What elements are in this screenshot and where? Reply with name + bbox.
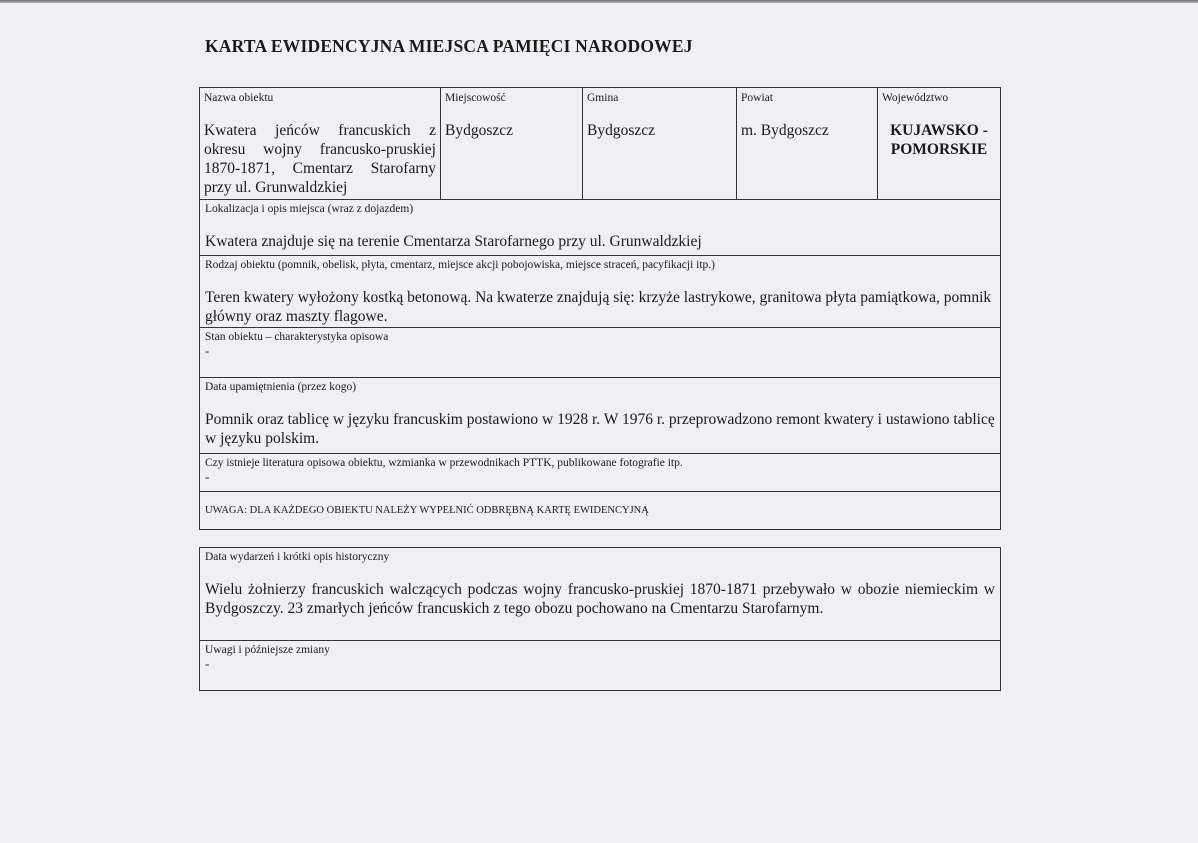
locality-cell xyxy=(441,88,583,199)
locality-value: Bydgoszcz xyxy=(445,122,514,139)
object-type-value: Teren kwatery wyłożony kostką betonową. Na kwaterze znajdują się: krzyże lastrykowe, granitowa płyta pamiątkowa, pomnik główny oraz maszty flagowe. xyxy=(205,289,992,325)
document-title: KARTA EWIDENCYJNA MIEJSCA PAMIĘCI NARODOWEJ xyxy=(205,36,693,56)
voivodeship-value: KUJAWSKO - POMORSKIE xyxy=(890,122,988,158)
condition-value: - xyxy=(205,343,210,358)
remarks-label: Uwagi i późniejsze zmiany xyxy=(205,644,330,656)
commune-cell xyxy=(583,88,737,199)
history-section xyxy=(200,548,1000,641)
literature-section xyxy=(200,454,1000,492)
location-section xyxy=(200,200,1000,256)
location-value: Kwatera znajduje się na terenie Cmentarza Starofarnego przy ul. Grunwaldzkiej xyxy=(205,233,702,250)
commemoration-label: Data upamiętnienia (przez kogo) xyxy=(205,381,357,393)
literature-value: - xyxy=(205,469,210,484)
history-card xyxy=(199,547,1001,691)
object-name-cell xyxy=(200,88,441,199)
history-label: Data wydarzeń i krótki opis historyczny xyxy=(205,551,390,563)
notice-section xyxy=(200,492,1000,529)
object-type-label: Rodzaj obiektu (pomnik, obelisk, płyta, cmentarz, miejsce akcji pobojowiska, miejsce straceń, pacyfikacji itp.) xyxy=(205,259,715,271)
notice-text: UWAGA: DLA KAŻDEGO OBIEKTU NALEŻY WYPEŁNIĆ ODBRĘBNĄ KARTĘ EWIDENCYJNĄ xyxy=(205,505,649,516)
condition-label: Stan obiektu – charakterystyka opisowa xyxy=(205,331,389,343)
remarks-value: - xyxy=(205,656,210,671)
commune-value: Bydgoszcz xyxy=(587,122,656,139)
county-cell xyxy=(737,88,878,199)
locality-label: Miejscowość xyxy=(445,92,506,104)
commune-label: Gmina xyxy=(587,92,619,104)
county-value: m. Bydgoszcz xyxy=(741,122,829,139)
condition-section xyxy=(200,328,1000,378)
commemoration-section xyxy=(200,378,1000,454)
registry-card xyxy=(199,87,1001,530)
voivodeship-label: Województwo xyxy=(882,92,949,104)
commemoration-value: Pomnik oraz tablicę w języku francuskim postawiono w 1928 r. W 1976 r. przeprowadzono remont kwatery i ustawiono tablicę w języku polskim. xyxy=(205,411,995,447)
county-label: Powiat xyxy=(741,92,773,104)
voivodeship-cell xyxy=(878,88,1000,199)
object-name-value: Kwatera jeńców francuskich z okresu wojny francusko-pruskiej 1870-1871, Cmentarz Starofarny przy ul. Grunwaldzkiej xyxy=(204,122,436,196)
page-top-edge xyxy=(0,0,1198,3)
remarks-section xyxy=(200,641,1000,690)
location-label: Lokalizacja i opis miejsca (wraz z dojazdem) xyxy=(205,203,414,215)
literature-label: Czy istnieje literatura opisowa obiektu, wzmianka w przewodnikach PTTK, publikowane fotografie itp. xyxy=(205,457,683,469)
object-name-label: Nazwa obiektu xyxy=(204,92,274,104)
header-row xyxy=(200,88,1000,200)
object-type-section xyxy=(200,256,1000,328)
history-value: Wielu żołnierzy francuskich walczących podczas wojny francusko-pruskiej 1870-1871 przebywało w obozie niemieckim w Bydgoszczy. 23 zmarłych jeńców francuskich z tego obozu pochowano na Cmentarzu Starofarnym. xyxy=(205,581,995,617)
